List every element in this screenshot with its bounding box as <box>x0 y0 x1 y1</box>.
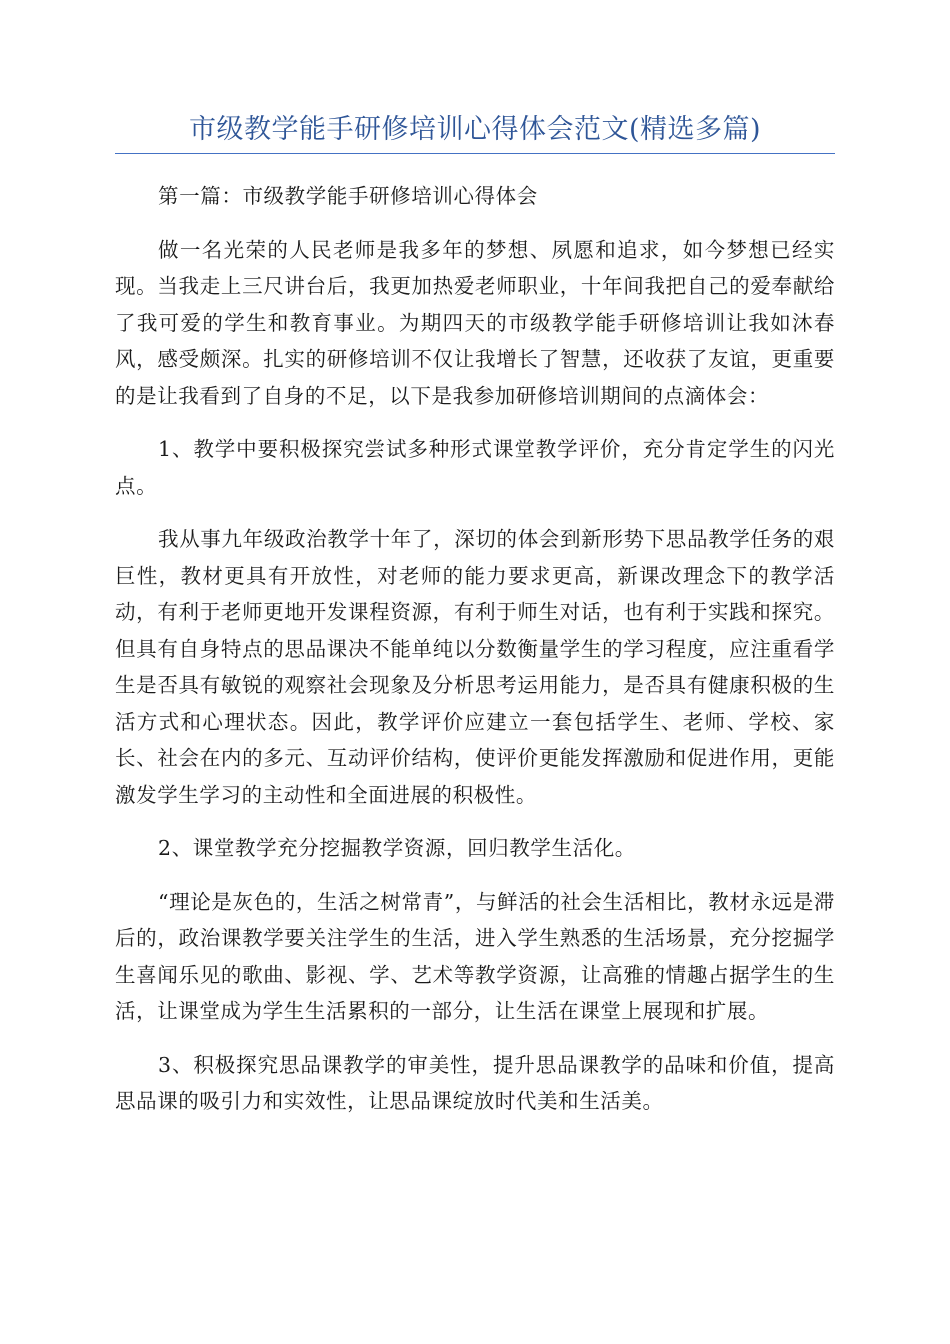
paragraph-point-2: “理论是灰色的，生活之树常青”，与鲜活的社会生活相比，教材永远是滞后的，政治课教学要关注学生的生活，进入学生熟悉的生活场景，充分挖掘学生喜闻乐见的歌曲、影视、学、艺术等教学资源，让高雅的情趣占据学生的生活，让课堂成为学生生活累积的一部分，让生活在课堂上展现和扩展。 <box>115 889 835 1023</box>
point-heading-1: 1、教学中要积极探究尝试多种形式课堂教学评价，充分肯定学生的闪光点。 <box>115 437 835 498</box>
title-underline <box>115 153 835 154</box>
document-body <box>115 178 835 1137</box>
document-title: 市级教学能手研修培训心得体会范文(精选多篇) <box>188 114 762 145</box>
point-heading-2: 2、课堂教学充分挖掘教学资源，回归教学生活化。 <box>158 836 636 860</box>
point-heading-3: 3、积极探究思品课教学的审美性，提升思品课教学的品味和价值，提高思品课的吸引力和实效性，让思品课绽放时代美和生活美。 <box>115 1052 835 1113</box>
paragraph-intro: 做一名光荣的人民老师是我多年的梦想、夙愿和追求，如今梦想已经实现。当我走上三尺讲台后，我更加热爱老师职业，十年间我把自己的爱奉献给了我可爱的学生和教育事业。为期四天的市级教学能手研修培训让我如沐春风，感受颇深。扎实的研修培训不仅让我增长了智慧，还收获了友谊，更重要的是让我看到了自身的不足，以下是我参加研修培训期间的点滴体会： <box>115 237 835 408</box>
section-heading: 第一篇：市级教学能手研修培训心得体会 <box>158 184 538 208</box>
paragraph-point-1: 我从事九年级政治教学十年了，深切的体会到新形势下思品教学任务的艰巨性，教材更具有开放性，对老师的能力要求更高，新课改理念下的教学活动，有利于老师更地开发课程资源，有利于师生对话，也有利于实践和探究。但具有自身特点的思品课决不能单纯以分数衡量学生的学习程度，应注重看学生是否具有敏锐的观察社会现象及分析思考运用能力，是否具有健康积极的生活方式和心理状态。因此，教学评价应建立一套包括学生、老师、学校、家长、社会在内的多元、互动评价结构，使评价更能发挥激励和促进作用，更能激发学生学习的主动性和全面进展的积极性。 <box>115 527 835 807</box>
